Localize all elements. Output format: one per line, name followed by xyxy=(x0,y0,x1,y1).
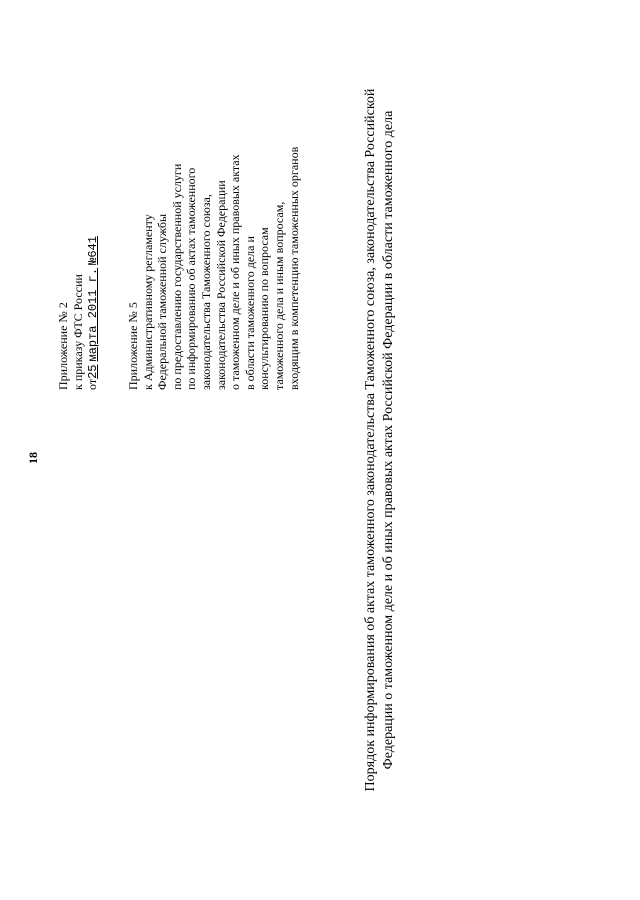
date-prefix: от xyxy=(85,378,100,390)
appendix-5-line: консультированию по вопросам xyxy=(257,227,272,390)
appendix-2-date-line xyxy=(85,100,101,390)
appendix-5-line: к Административному регламенту xyxy=(140,214,155,390)
appendix-2-order-line: к приказу ФТС России xyxy=(70,274,85,390)
appendix-5-line: по предоставлению государственной услуги xyxy=(169,163,184,390)
appendix-5-line: Федеральной таможенной службы xyxy=(155,213,170,390)
appendix-5-line: в области таможенного дела и xyxy=(242,236,257,390)
appendix-5-line: о таможенном деле и об иных правовых актах xyxy=(228,154,243,390)
appendix-5-line: Приложение № 5 xyxy=(126,302,140,390)
document-title-line-1: Порядок информирования об актах таможенного законодательства Таможенного союза, законодательства Российской xyxy=(363,88,378,792)
appendix-5-line: таможенного дела и иным вопросам, xyxy=(271,201,286,390)
appendix-5-line: законодательства Таможенного союза, xyxy=(198,194,213,390)
appendix-5-line: законодательства Российской Федерации xyxy=(213,180,228,390)
page-number: 18 xyxy=(26,452,40,464)
appendix-5-line: входящим в компетенцию таможенных органов xyxy=(286,146,301,390)
order-number: №641 xyxy=(86,236,101,265)
document-title-line-2: Федерации о таможенном деле и об иных правовых актах Российской Федерации в области таможенного дела xyxy=(381,110,396,770)
date-month-year: марта 2011 г. xyxy=(86,267,101,362)
appendix-5-header xyxy=(126,100,301,390)
date-day: 25 xyxy=(86,364,101,379)
appendix-2-header xyxy=(56,100,101,390)
document-title xyxy=(362,40,398,840)
appendix-2-title: Приложение № 2 xyxy=(56,302,70,390)
appendix-5-line: по информированию об актах таможенного xyxy=(184,167,199,390)
